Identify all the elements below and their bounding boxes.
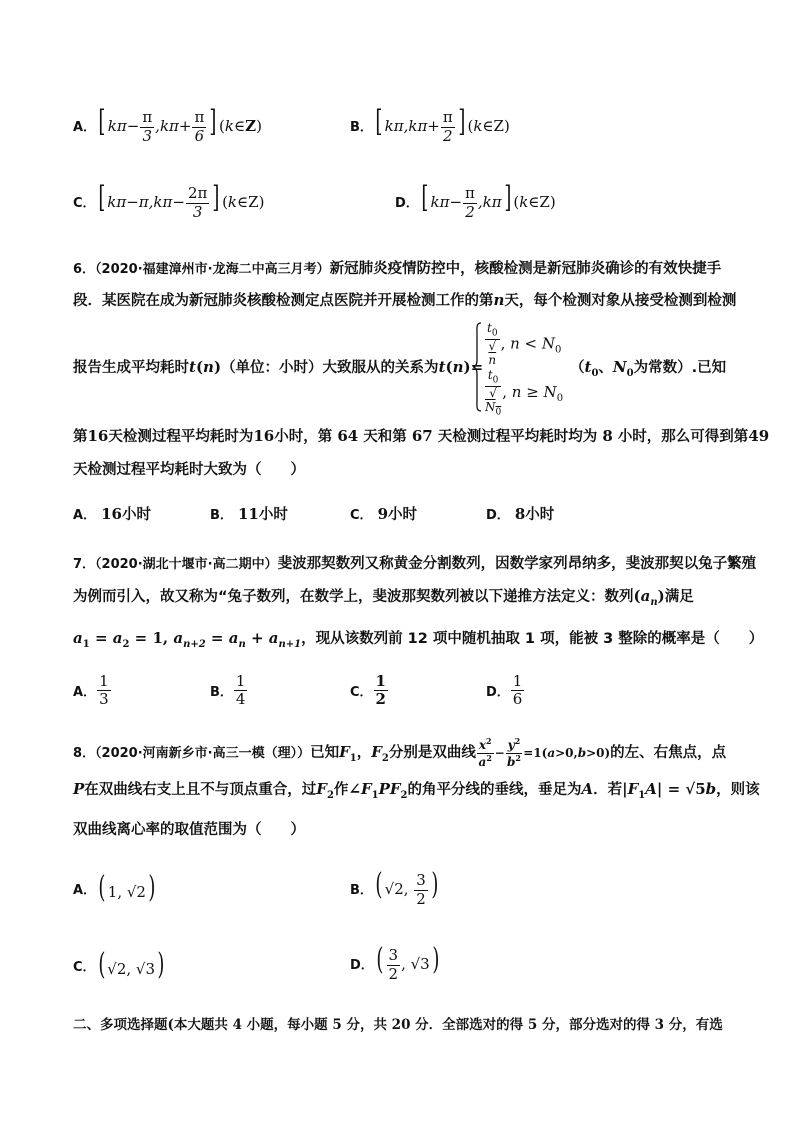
option-fraction: $\frac{1}{2}$: [375, 672, 386, 709]
question-text: 天和第: [363, 429, 407, 445]
question-text: 已知: [310, 744, 340, 761]
number: 67: [411, 427, 433, 445]
option-expression: [ kπ− $\frac{\pi}{2}$ ,kπ] (k∈Z): [421, 180, 556, 221]
q8-option-a[interactable]: [73, 870, 158, 905]
q6-option-b[interactable]: [210, 503, 288, 524]
option-label: C．: [350, 685, 373, 701]
option-label: B．: [350, 883, 373, 899]
option-expression: [ kπ− $\frac{\pi}{3}$ ,kπ+ $\frac{\pi}{6}$ ] (k∈Z): [98, 104, 262, 145]
option-label: A．: [73, 508, 97, 523]
option-label: C．: [73, 959, 96, 975]
q6-option-d[interactable]: [486, 503, 554, 524]
q7-line-3: [73, 627, 763, 650]
option-value: 8: [514, 505, 526, 523]
t-of-n-eq: t(n)=: [438, 358, 484, 376]
var-N0: $N_0$: [612, 358, 634, 379]
hyperbola-equation: $\frac{x^2}{a^2}$ − $\frac{y^2}{b^2}$ =1(a>0,b>0): [478, 736, 611, 769]
q5-option-a[interactable]: [73, 104, 262, 145]
question-text: 分别是双曲线: [388, 744, 476, 761]
q7-line-1: [73, 552, 756, 573]
q7-option-a[interactable]: [73, 673, 112, 709]
option-label: D．: [350, 958, 374, 974]
option-label: D．: [395, 196, 419, 212]
section-2-heading: 二、多项选择题(本大题共 4 小题，每小题 5 分，共 20 分．全部选对的得 5 分，部分选对的得 3 分，有选: [73, 1017, 723, 1033]
q8-line-1: [73, 737, 726, 770]
recurrence-formula: $a_1 = a_2 = 1$, $a_{n+2} = a_n + a_{n+1}$: [73, 629, 302, 650]
option-label: A．: [73, 120, 97, 136]
piecewise-brace: [472, 322, 482, 412]
question-number: 8．: [73, 745, 96, 761]
option-label: D．: [486, 508, 510, 523]
option-expression: ( √2, √3): [97, 947, 165, 982]
q6-option-c[interactable]: [350, 503, 417, 524]
question-text: 报告生成平均耗时: [73, 360, 189, 376]
question-number: 6．: [73, 262, 96, 277]
question-source: （2020·河南新乡市·高三一模（理））: [95, 745, 311, 761]
angle-f1pf2: $\angle F_1PF_2$: [348, 780, 408, 801]
point-p: P: [73, 780, 85, 798]
option-expression: ( 1, √2): [98, 870, 156, 905]
question-text: 天检测过程平均耗时为: [108, 429, 254, 445]
q7-line-2: [73, 585, 694, 608]
option-label: A．: [73, 882, 97, 898]
focus-f2: $F_2$: [371, 742, 389, 764]
option-expression: ( $\frac{3}{2}$ , √3): [376, 942, 440, 983]
q8-line-3: [73, 818, 305, 839]
question-text: 满足: [664, 589, 694, 605]
q6-line-3-tail: [570, 356, 726, 379]
question-text: 斐波那契数列又称黄金分割数列，因数学家列昂纳多，斐波那契以兔子繁殖: [277, 556, 757, 572]
option-label: C．: [73, 196, 96, 212]
option-fraction: $\frac{1}{4}$: [235, 672, 246, 709]
t-of-n: t(n): [189, 358, 222, 376]
q8-option-b[interactable]: [350, 867, 441, 908]
question-text: 天检测过程平均耗时大致为（ ）: [73, 462, 305, 478]
piecewise-case-2: $t_0$ √ $N_0$ , $n \ge N_0$: [485, 368, 564, 417]
question-text: （: [570, 360, 585, 376]
option-unit: 小时: [525, 507, 555, 523]
option-unit: 小时: [388, 507, 418, 523]
number: 49: [748, 427, 770, 445]
question-text: 新冠肺炎疫情防控中，核酸检测是新冠肺炎确诊的有效快捷手: [329, 261, 722, 277]
question-text: 第: [73, 429, 88, 445]
question-text: 为例而引入，故又称为“兔子数列，在数学上，斐波那契数列被以下递推方法定义：数列: [73, 589, 634, 605]
number: 8: [602, 427, 613, 445]
option-label: D．: [486, 685, 510, 701]
question-text: 作: [333, 782, 349, 798]
var-n: n: [493, 291, 505, 309]
option-label: A．: [73, 685, 97, 701]
focus-f2: $F_2$: [316, 780, 334, 801]
option-value: 16: [101, 505, 122, 523]
option-unit: 小时: [258, 507, 288, 523]
q7-option-c[interactable]: [350, 673, 389, 709]
q6-line-1: [73, 257, 721, 278]
question-text: ，现从该数列前 12 项中随机抽取 1 项，能被 3 整除的概率是（ ）: [301, 631, 764, 647]
focus-f1: $F_1$: [339, 742, 357, 764]
q8-option-c[interactable]: [73, 947, 167, 982]
option-label: B．: [210, 685, 233, 701]
question-text: 的左、右焦点，点: [610, 744, 727, 761]
option-fraction: $\frac{1}{3}$: [99, 672, 109, 709]
question-text: ，则该: [716, 782, 760, 798]
question-text: 小时，第: [274, 429, 333, 445]
option-expression: ( √2, $\frac{3}{2}$ ): [375, 867, 439, 908]
q8-line-2: [73, 778, 760, 801]
length-condition: $|F_1A| = √5b$: [622, 780, 717, 801]
option-value: 9: [377, 505, 389, 523]
piecewise-case-1: $t_0$ √ n , $n < N_0$: [487, 321, 562, 367]
q6-line-3: [73, 356, 483, 377]
point-a: A: [581, 780, 594, 798]
question-text: ，: [356, 744, 372, 761]
question-text: 在双曲线右支上且不与顶点重合，过: [84, 782, 317, 798]
q6-option-a[interactable]: [73, 503, 151, 524]
question-text: 小时，那么可得到第: [617, 429, 749, 445]
question-text: （单位：小时）大致服从的关系为: [221, 360, 439, 376]
question-text: 为常数）.已知: [633, 360, 727, 376]
question-text: 的角平分线的垂线，垂足为: [407, 782, 582, 798]
option-label: C．: [350, 508, 373, 523]
q8-option-d[interactable]: [350, 942, 441, 983]
option-expression: [ kπ−π,kπ− $\frac{2\pi}{3}$ ] (k∈Z): [97, 180, 265, 221]
question-text: 段．某医院在成为新冠肺炎核酸检测定点医院并开展检测工作的第: [73, 293, 494, 309]
q6-line-2: [73, 289, 736, 310]
question-text: 天，每个检测对象从接受检测到检测: [504, 293, 737, 309]
option-label: B．: [350, 120, 373, 136]
question-text: 天检测过程平均耗时均为: [437, 429, 598, 445]
question-source: （2020·湖北十堰市·高二期中）: [95, 557, 278, 572]
number: 64: [337, 427, 359, 445]
q5-option-c[interactable]: [73, 180, 265, 221]
question-text: 双曲线离心率的取值范围为（ ）: [73, 822, 305, 838]
q7-option-d[interactable]: [486, 673, 525, 709]
q5-option-b[interactable]: [350, 104, 510, 145]
question-text: 、: [598, 360, 613, 376]
q5-option-d[interactable]: [395, 180, 556, 221]
number: 16: [253, 427, 275, 445]
option-unit: 小时: [122, 507, 151, 523]
q6-line-4: [73, 425, 769, 446]
sequence-an: $(a_n)$: [633, 587, 665, 608]
question-source: （2020·福建漳州市·龙海二中高三月考）: [95, 262, 330, 277]
option-label: B．: [210, 508, 233, 523]
q6-line-5: [73, 458, 305, 479]
number: 16: [87, 427, 109, 445]
option-fraction: $\frac{1}{6}$: [512, 672, 523, 709]
question-number: 7．: [73, 557, 96, 572]
option-expression: [ kπ,kπ+ $\frac{\pi}{2}$ ] (k∈Z): [375, 104, 510, 145]
q7-option-b[interactable]: [210, 673, 248, 709]
question-text: ．若: [593, 782, 623, 798]
option-value: 11: [237, 505, 259, 523]
var-t0: $t_0$: [584, 358, 599, 379]
